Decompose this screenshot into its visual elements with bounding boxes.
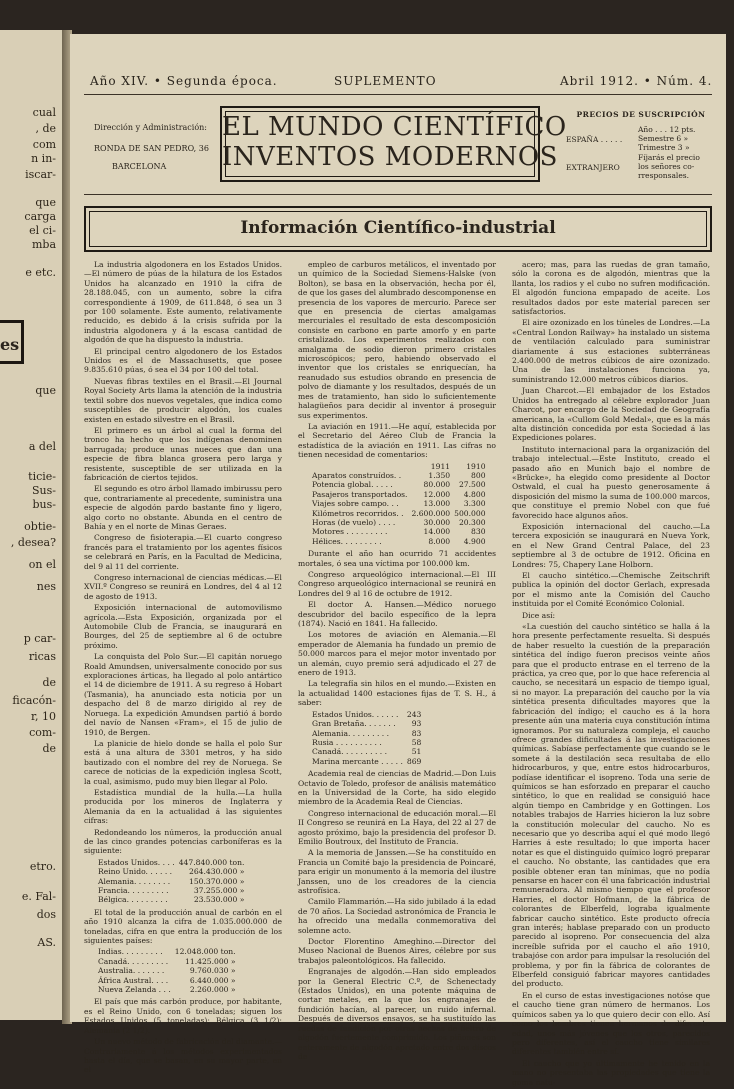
article-paragraph: «La cuestión del caucho sintético se halla á la hora presente perfectamente resuelta. Si después de haber resuelto la cuestión de la preparación sintética del índigo fueron precisos veinte años para que el producto entrase en el terreno de la práctica, ya creo que, por lo que hace referencia al caucho, se necesitará un espacio de tiempo igual, si no mayor. La preparación del caucho por la vía sintética presenta dificultades mayores que la fabricación del índigo; el caucho es á la hora presente aún una materia cuya constitución íntima ignoramos. Por su naturaleza compleja, el caucho ofrece grandes dificultades á las investigaciones químicas. Sabíase perfectamente que cuando se le somete á la destilación seca resultaba de ello hidrocarburos, y que, entre estos hidrocarburos, podíase identificar el isopreno. Toda una serie de químicos se han esforzado en preparar el caucho sintético, lo que en realidad se consiguió hace algún tiempo en Cambridge y en Gottingen. Los notables trabajos de Harries hicieron la luz sobre la constitución molecular del caucho. No es necesario que yo describa aquí el qué modo llegó Harries á este resultado; lo que importa hacer notar es que el distinguido químico logró preparar el caucho. No obstante, las cantidades que era posible obtener eran tan mínimas, que no podía pensarse en hacer con él una fabricación industrial remuneradora. Al mismo tiempo que el profesor Harries, el doctor Hofmann, de la fábrica de colorantes de Elberfeld, lograba igualmente fabricar caucho sintético. Este producto ofrecía gran interés; hablase preparado con un producto parecido al isopreno. Por consecuencia del alza increíble sufrida por el caucho el año 1910, trabajóse con ardor para impulsar la resolución del problema, y por fin la fábrica de colorantes de Elberfeld consiguió fabricar mayores cantidades del producto. (512, 622, 710, 989)
article-paragraph: El primero es un árbol al cual la forma del tronco ha hecho que los indígenas denominen barrugada; produce unas nueces que dan una especie de fibra blanca grosera pero larga y resistente, susceptible de ser utilizada en la fabricación de ciertos tejidos. (84, 425, 282, 482)
article-paragraph: Nuevas fibras textiles en el Brasil.—El Journal Royal Society Arts llama la atención de la industria textil sobre dos nuevos vegetales, que indica como susceptibles de producir algodón, los cuales existen en estado silvestre en el Brasil. (84, 376, 282, 424)
table-cell: Pasajeros transportados. (312, 489, 408, 499)
table-row (98, 886, 248, 895)
table-cell: 2.600.000 (411, 508, 451, 518)
table-row (312, 719, 425, 728)
left-page-text-fragment: Sus- (32, 484, 56, 497)
table-cell: 14.000 (423, 527, 451, 537)
table-row (312, 518, 490, 527)
table-cell: 8.000 (428, 536, 451, 546)
table-cell: 27.500 (458, 480, 486, 490)
article-paragraph: El país que más carbón produce, por habitante, es el Reino Unido, con 6 toneladas; siguen los Estados Unidos (5 toneladas); Bélgica (3 1/2); Alemania (2 1/2). (84, 997, 282, 1035)
left-page-boxed-fragment: es (0, 320, 24, 364)
table-cell: Kilómetros recorridos. . (312, 508, 404, 518)
left-page-text-fragment: bus- (32, 498, 56, 511)
table-cell: 83 (411, 728, 422, 738)
prices-title: PRECIOS DE SUSCRIPCIÓN (576, 110, 706, 119)
column-2 (298, 260, 496, 1063)
table-header-cell: 1910 (466, 461, 486, 471)
table-cell: Indias. . . . . . . . . (98, 947, 163, 957)
left-page-text-fragment: AS. (37, 936, 56, 949)
article-paragraph: Engranajes de algodón.—Han sido empleados por la General Electric C.º, de Schenectady (Estados Unidos), en una potente máquina de cortar metales, en la que los engranajes de fundición hacían, al parecer, un ruido infernal. Después de diversos ensayos, se ha sustituído las ruedas de fundición por otras hechas de fieltro de algodón fuertemente comprimido. Los piñones son enteramente de algodón apretado entre dos discos de (298, 967, 496, 1061)
table-cell: 4.800 (463, 489, 486, 499)
admin-city: BARCELONA (112, 162, 167, 171)
table-row (98, 985, 240, 994)
statistics-table (98, 858, 248, 905)
article-paragraph: Camilo Flammarión.—Ha sido jubilado á la edad de 70 años. La Sociedad astronómica de Francia le ha ofrecido una medalla conmemorativa del solemne acto. (298, 897, 496, 935)
table-cell: 150.370.000 » (189, 876, 245, 886)
header-rule (84, 94, 712, 95)
table-cell: Estados Unidos. . . . . . (312, 709, 399, 719)
page-header-bar (84, 74, 712, 96)
article-paragraph: Dice así: (522, 610, 556, 620)
table-cell: Alemania. . . . . . . . . (312, 728, 390, 738)
masthead-title: EL MUNDO CIENTÍFICO (222, 112, 567, 142)
admin-address: RONDA DE SAN PEDRO, 36 (94, 144, 209, 153)
article-paragraph: En el curso de estas investigaciones notóse que el caucho tiene gran número de hermanos. Los químicos saben ya lo que quiero decir con ello. Así como los hombres tienen hermanos de diferente edad, unos más jóvenes que los otros, parecidos pero diferentes, así el caucho tiene similares diferentes también entre sí. (512, 990, 710, 1057)
left-page-text-fragment: e etc. (25, 266, 56, 279)
left-page-text-fragment: mba (31, 238, 56, 251)
table-row (98, 976, 240, 985)
section-title: Información Científico-industrial (240, 218, 556, 238)
table-cell: Rusia . . . . . . . . . . (312, 737, 382, 747)
abroad-prices (638, 153, 700, 180)
article-paragraph: Congreso de fisioterapia.—El cuarto congreso francés para el tratamiento por los agentes físicos se celebrará en París, en la Facultad de Medicina, del 9 al 11 del corriente. (84, 533, 282, 571)
table-cell: 800 (471, 470, 486, 480)
table-cell: 11.425.000 » (185, 956, 236, 966)
left-page-text-fragment: p car- (23, 632, 56, 645)
abroad-note-1: Fíjarás el precio (638, 153, 700, 162)
table-cell: Alemania. . . . . . . . (98, 876, 171, 886)
table-cell: 869 (406, 756, 422, 766)
left-page-text-fragment: cual (32, 106, 56, 119)
spain-price-semester: Semestre 6 » (638, 134, 689, 143)
table-cell: 13.000 (423, 499, 451, 509)
table-cell: Canadá. . . . . . . . . . (312, 747, 388, 757)
issue-date: Abril 1912. • Núm. 4. (560, 74, 713, 88)
table-row (312, 738, 425, 747)
table-cell: Australia. . . . . . . (98, 966, 165, 976)
article-paragraph: Congreso internacional de ciencias médicas.—El XVII.º Congreso se reunirá en Londres, del 4 al 12 de agosto de 1913. (84, 573, 282, 601)
table-cell: 447.840.000 ton. (178, 857, 245, 867)
spain-price-quarter: Trimestre 3 » (638, 143, 690, 152)
left-page-fragment (0, 30, 64, 1020)
article-paragraph: El aire ozonizado en los túneles de Londres.—La «Central London Railway» ha instalado un sistema de ventilación calculado para suministrar diariamente á sus estaciones subterráneas 2.400.000 de metros cúbicos de aire ozonizado. Una de las instalaciones funciona ya, suministrando 12.000 metros cúbicos diarios. (512, 318, 710, 384)
table-cell: 3.300 (463, 499, 486, 509)
table-row (312, 710, 425, 719)
table-cell: 243 (406, 709, 422, 719)
issue-year: Año XIV. • Segunda época. (90, 74, 278, 88)
masthead (220, 106, 567, 182)
spain-price-year: Año . . . 12 pts. (638, 125, 696, 134)
table-cell: 23.530.000 » (193, 895, 245, 905)
table-cell: 9.760.030 » (189, 966, 236, 976)
table-row (98, 867, 248, 876)
article-paragraph: El principal centro algodonero de los Estados Unidos es el de Massachusetts, que posee 9.835.610 púas, ó sea el 34 por 100 del total. (84, 346, 282, 375)
left-page-text-fragment: que (35, 196, 56, 209)
admin-label: Dirección y Administración: (94, 123, 207, 132)
table-cell: África Austral. . . . (98, 975, 169, 985)
table-cell: 1.350 (428, 470, 451, 480)
left-page-text-fragment: carga (24, 210, 56, 223)
table-cell: Bélgica. . . . . . . . . (98, 895, 168, 905)
article-paragraph: La industria algodonera en los Estados Unidos.—El número de púas de la hilatura de los Estados Unidos ha alcanzado en 1910 la cifra de 28.188.045, con un aumento, sobre la cifra correspondiente á 1909, de 611.848, ó sea un 3 por 100 solamente. Este aumento, relativamente reducido, es debido á la crisis sufrida por la industria algodonera y á la escasa cantidad de algodón de que ha dispuesto la industria. (84, 260, 282, 345)
table-cell: 37.255.000 » (193, 886, 245, 895)
table-cell: Reino Unido. . . . . . (98, 867, 173, 877)
table-cell: 500.000 (454, 508, 486, 518)
left-page-text-fragment: obtie- (24, 520, 56, 533)
article-paragraph: El total de la producción anual de carbón en el año 1910 alcanza la cifra de 1.035.000.000 de toneladas, cifra en que entra la producción de los siguientes países: (84, 907, 282, 946)
article-paragraph: La aviación en 1911.—He aquí, establecida por el Secretario del Aéreo Club de Francia la estadística de la aviación en 1911. Las cifras no tienen necesidad de comentarios: (298, 421, 496, 460)
statistics-table (98, 947, 240, 994)
article-paragraph: El segundo es otro árbol llamado imbirussu pero que, contrariamente al precedente, suministra una especie de algodón pardo bastante fino y ligero, algo corto no obstante. Abunda en el centro de Bahía y en el norte de Minas Geraes. (84, 484, 282, 531)
left-page-text-fragment: de (42, 742, 56, 755)
subscription-prices (566, 110, 716, 181)
table-cell: Hélices. . . . . . . . . (312, 536, 382, 546)
left-page-text-fragment: ticie- (28, 470, 56, 483)
spain-prices (638, 125, 695, 152)
left-page-text-fragment: etro. (29, 860, 56, 873)
table-row (312, 480, 490, 489)
article-paragraph: La planicie de hielo donde se halla el polo Sur está á una altura de 3301 metros, y ha sido bautizado con el nombre del rey de Noruega. Se carece de noticias de la expedición inglesa Scott, la cual, asimismo, pudo muy bien llegar al Polo. (84, 738, 282, 786)
article-paragraph: Estadística mundial de la hulla.—La hulla producida por los mineros de Inglaterra y Alemania da en la actualidad á las siguientes cifras: (84, 787, 282, 826)
left-page-text-fragment: nes (36, 580, 56, 593)
table-row (98, 858, 248, 867)
table-cell: 51 (411, 747, 422, 757)
table-cell: 93 (411, 719, 422, 729)
column-3 (512, 260, 710, 1089)
left-page-text-fragment: e. Fal- (21, 890, 56, 903)
article-paragraph: Exposición internacional de automovilismo agrícola.—Esta Exposición, organizada por el Automobile Club de Francia, se inaugurará en Bourges, del 25 de septiembre al 6 de octubre próximo. (84, 603, 282, 650)
article-paragraph: Un nuevo método de fabricación del diamante.—Contrariamente á los métodos experimentados hasta el día, que se basan, en su mayor parte, en el (84, 1037, 282, 1075)
left-page-text-fragment: r, 10 (30, 710, 56, 723)
table-row (312, 471, 490, 480)
table-cell: Nueva Zelanda . . . (98, 985, 171, 995)
table-row (98, 947, 240, 956)
table-row (312, 729, 425, 738)
table-header-cell: 1911 (430, 461, 451, 471)
article-paragraph: Redondeando los números, la producción anual de las cinco grandes potencias carboníferas es la siguiente: (84, 827, 282, 856)
spain-label: ESPAÑA . . . . . (566, 135, 623, 144)
statistics-table (312, 462, 490, 547)
table-cell: Aparatos construídos. . (312, 470, 402, 480)
table-cell: 264.430.000 » (189, 867, 245, 877)
article-paragraph: Los motores de aviación en Alemania.—El emperador de Alemania ha fundado un premio de 50.000 marcos para el mejor motor inventado por un alemán, cuyo premio será adjudicado el 27 de enero de 1913. (298, 630, 496, 678)
article-paragraph: Academia real de ciencias de Madrid.—Don Luis Octavio de Toledo, profesor de análisis matemático en la Universidad de la Corte, ha sido elegido miembro de la Academia Real de Ciencias. (298, 769, 496, 807)
left-page-text-fragment: , desea? (10, 536, 56, 549)
article-paragraph: La telegrafía sin hilos en el mundo.—Existen en la actualidad 1400 estaciones fijas de T. S. H., á saber: (298, 679, 496, 708)
left-page-text-fragment: on el (28, 558, 56, 571)
table-cell: Francia. . . . . . . . . (98, 886, 169, 895)
abroad-note-2: los señores co- (638, 162, 695, 171)
article-paragraph: A la memoria de Janssen.—Se ha constituído en Francia un Comité bajo la presidencia de Poincaré, para erigir un monumento á la memoria del ilustre Janssen, uno de los creadores de la ciencia astrofísica. (298, 848, 496, 895)
table-cell: 12.048.000 ton. (174, 947, 236, 957)
table-row (98, 895, 248, 904)
table-row (312, 757, 425, 766)
table-cell: 12.000 (423, 489, 451, 499)
masthead-rule (84, 194, 712, 195)
table-row (312, 527, 490, 536)
table-row (312, 509, 490, 518)
table-row (98, 966, 240, 975)
table-header-cell (312, 462, 411, 471)
table-cell: Motores . . . . . . . . . (312, 527, 388, 537)
article-paragraph: Durante el año han ocurrido 71 accidentes mortales, ó sea una víctima por 100.000 km. (298, 549, 496, 568)
left-page-text-fragment: de (42, 676, 56, 689)
table-cell: Marina mercante . . . . . (312, 756, 403, 766)
article-paragraph: La conquista del Polo Sur.—El capitán noruego Roald Amundsen, universalmente conocido por sus exploraciones árticas, ha llegado al polo antártico el 14 de diciembre de 1911. A su regreso á Hobart (Tasmania), ha anunciado esta noticia por un despacho del 8 de marzo dirigido al rey de Noruega. La expedición Amundsen partió á bordo del navío de Nansen «Fram», el 15 de julio de 1910, de Bergen. (84, 652, 282, 737)
table-cell: 30.000 (423, 517, 451, 527)
article-paragraph: Juan Charcot.—El embajador de los Estados Unidos ha entregado al célebre explorador Juan Charcot, por encargo de la Sociedad de Geografía americana, la «Cullom Gold Medal», que es la más alta distinción concedida por esta Sociedad á las Expediciones polares. (512, 386, 710, 443)
article-paragraph: Congreso internacional de educación moral.—El II Congreso se reunirá en La Haya, del 22 al 27 de agosto próximo, bajo la presidencia del profesor D. Emilio Boutroux, del Instituto de Francia. (298, 808, 496, 846)
article-paragraph: El caucho que yo últimamente he tenido en la mano no presentaba las propiedades que tiene la goma natu- (512, 1058, 710, 1087)
supplement-label: SUPLEMENTO (334, 74, 437, 88)
table-row (312, 537, 490, 546)
left-page-text-fragment: com- (29, 726, 56, 739)
article-paragraph: Doctor Florentino Ameghino.—Director del Museo Nacional de Buenos Aires, célebre por sus trabajos paleontológicos. Ha fallecido. (298, 937, 496, 965)
article-paragraph: Exposición internacional del caucho.—La tercera exposición se inaugurará en Nueva York, en el New Grand Central Palace, del 23 septiembre al 3 de octubre de 1912. Oficina en Londres: 75, Chapery Lane Holborn. (512, 521, 710, 569)
column-1 (84, 260, 282, 1077)
abroad-note-3: rresponsales. (638, 171, 689, 180)
left-page-text-fragment: que (35, 384, 56, 397)
left-page-text-fragment: ficacón- (12, 694, 56, 707)
table-row (312, 499, 490, 508)
table-cell: 58 (411, 737, 422, 747)
section-title-box (84, 206, 712, 252)
newspaper-page (70, 34, 726, 1087)
article-paragraph: acero; mas, para las ruedas de gran tamaño, sólo la corona es de algodón, mientras que la llanta, los radios y el cubo no sufren modificación. El algodón funciona empapado de aceite. Los resultados dados por este material parecen ser satisfactorios. (512, 260, 710, 317)
table-cell: Potencia global. . . . . (312, 480, 393, 490)
left-page-text-fragment: , de (35, 122, 56, 135)
statistics-table (312, 710, 425, 766)
left-page-text-fragment: dos (36, 908, 56, 921)
table-cell: Viajes sobre campo. . . (312, 499, 399, 509)
table-cell: 2.260.000 » (189, 985, 236, 995)
left-page-text-fragment: el ci- (29, 224, 56, 237)
article-paragraph: Congreso arqueológico internacional.—El III Congreso arqueológico internacional se reunirá en Londres del 9 al 16 de octubre de 1912. (298, 570, 496, 598)
table-cell: 4.900 (463, 536, 486, 546)
article-paragraph: El caucho sintético.—Chemische Zeitschrift publica la opinión del doctor Gerlach, expresada por el mismo ante la Comisión del Caucho instituida por el Comité Económico Colonial. (512, 571, 710, 609)
table-row (98, 957, 240, 966)
article-paragraph: El doctor A. Hansen.—Médico noruego descubridor del bacilo específico de la lepra (1874). Nació en 1841. Ha fallecido. (298, 600, 496, 629)
table-row (312, 747, 425, 756)
abroad-label: EXTRANJERO (566, 163, 620, 172)
table-cell: 20.300 (458, 517, 486, 527)
table-cell: 830 (471, 527, 486, 537)
masthead-subtitle: INVENTOS MODERNOS (222, 142, 558, 172)
table-cell: 6.440.000 » (189, 975, 236, 985)
table-cell: Estados Unidos. . . . (98, 857, 175, 867)
left-page-text-fragment: n in- (31, 152, 56, 165)
administration-info (94, 122, 209, 172)
table-row (312, 490, 490, 499)
left-page-text-fragment: ricas (28, 650, 56, 663)
table-cell: Gran Bretaña. . . . . . . (312, 719, 396, 729)
article-paragraph: Instituto internacional para la organización del trabajo intelectual.—Este Instituto, creado el pasado año en Munich bajo el nombre de «Brücke», ha elegido como presidente al Doctor Ostwald, el cual ha puesto generosamente á disposición del mismo la suma de 100.000 marcos, que constituye el premio Nobel con que fué favorecido hace algunos años. (512, 444, 710, 520)
left-page-text-fragment: iscar- (25, 168, 56, 181)
article-paragraph: empleo de carburos metálicos, el inventado por un químico de la Sociedad Siemens-Halske (von Bolton), se basa en la observación, hecha por él, de que los gases del alumbrado descomponense en presencia de los vapores de mercurio. Parece ser que en presencia de ciertas amalgamas mercuriales el resultado de esta descomposición consiste en carbono en parte amorfo y en parte cristalizado. Los experimentos realizados con amalgama de sodio dieron primero cristales microscópicos; pero, habiendo observado el inventor que los cristales se enriquecían, ha reanudado sus estudios obrando en presencia de polvo de diamante y los resultados, después de un mes de tratamiento, han sido lo suficientemente halagüeños para decidir al inventor á proseguir sus experimentos. (298, 260, 496, 420)
table-cell: 80.000 (423, 480, 451, 490)
table-cell: Horas (de vuelo) . . . . (312, 517, 396, 527)
table-cell: Canadá. . . . . . . . . (98, 956, 169, 966)
left-page-text-fragment: a del (28, 440, 56, 453)
left-page-text-fragment: com (32, 138, 56, 151)
table-row (98, 877, 248, 886)
